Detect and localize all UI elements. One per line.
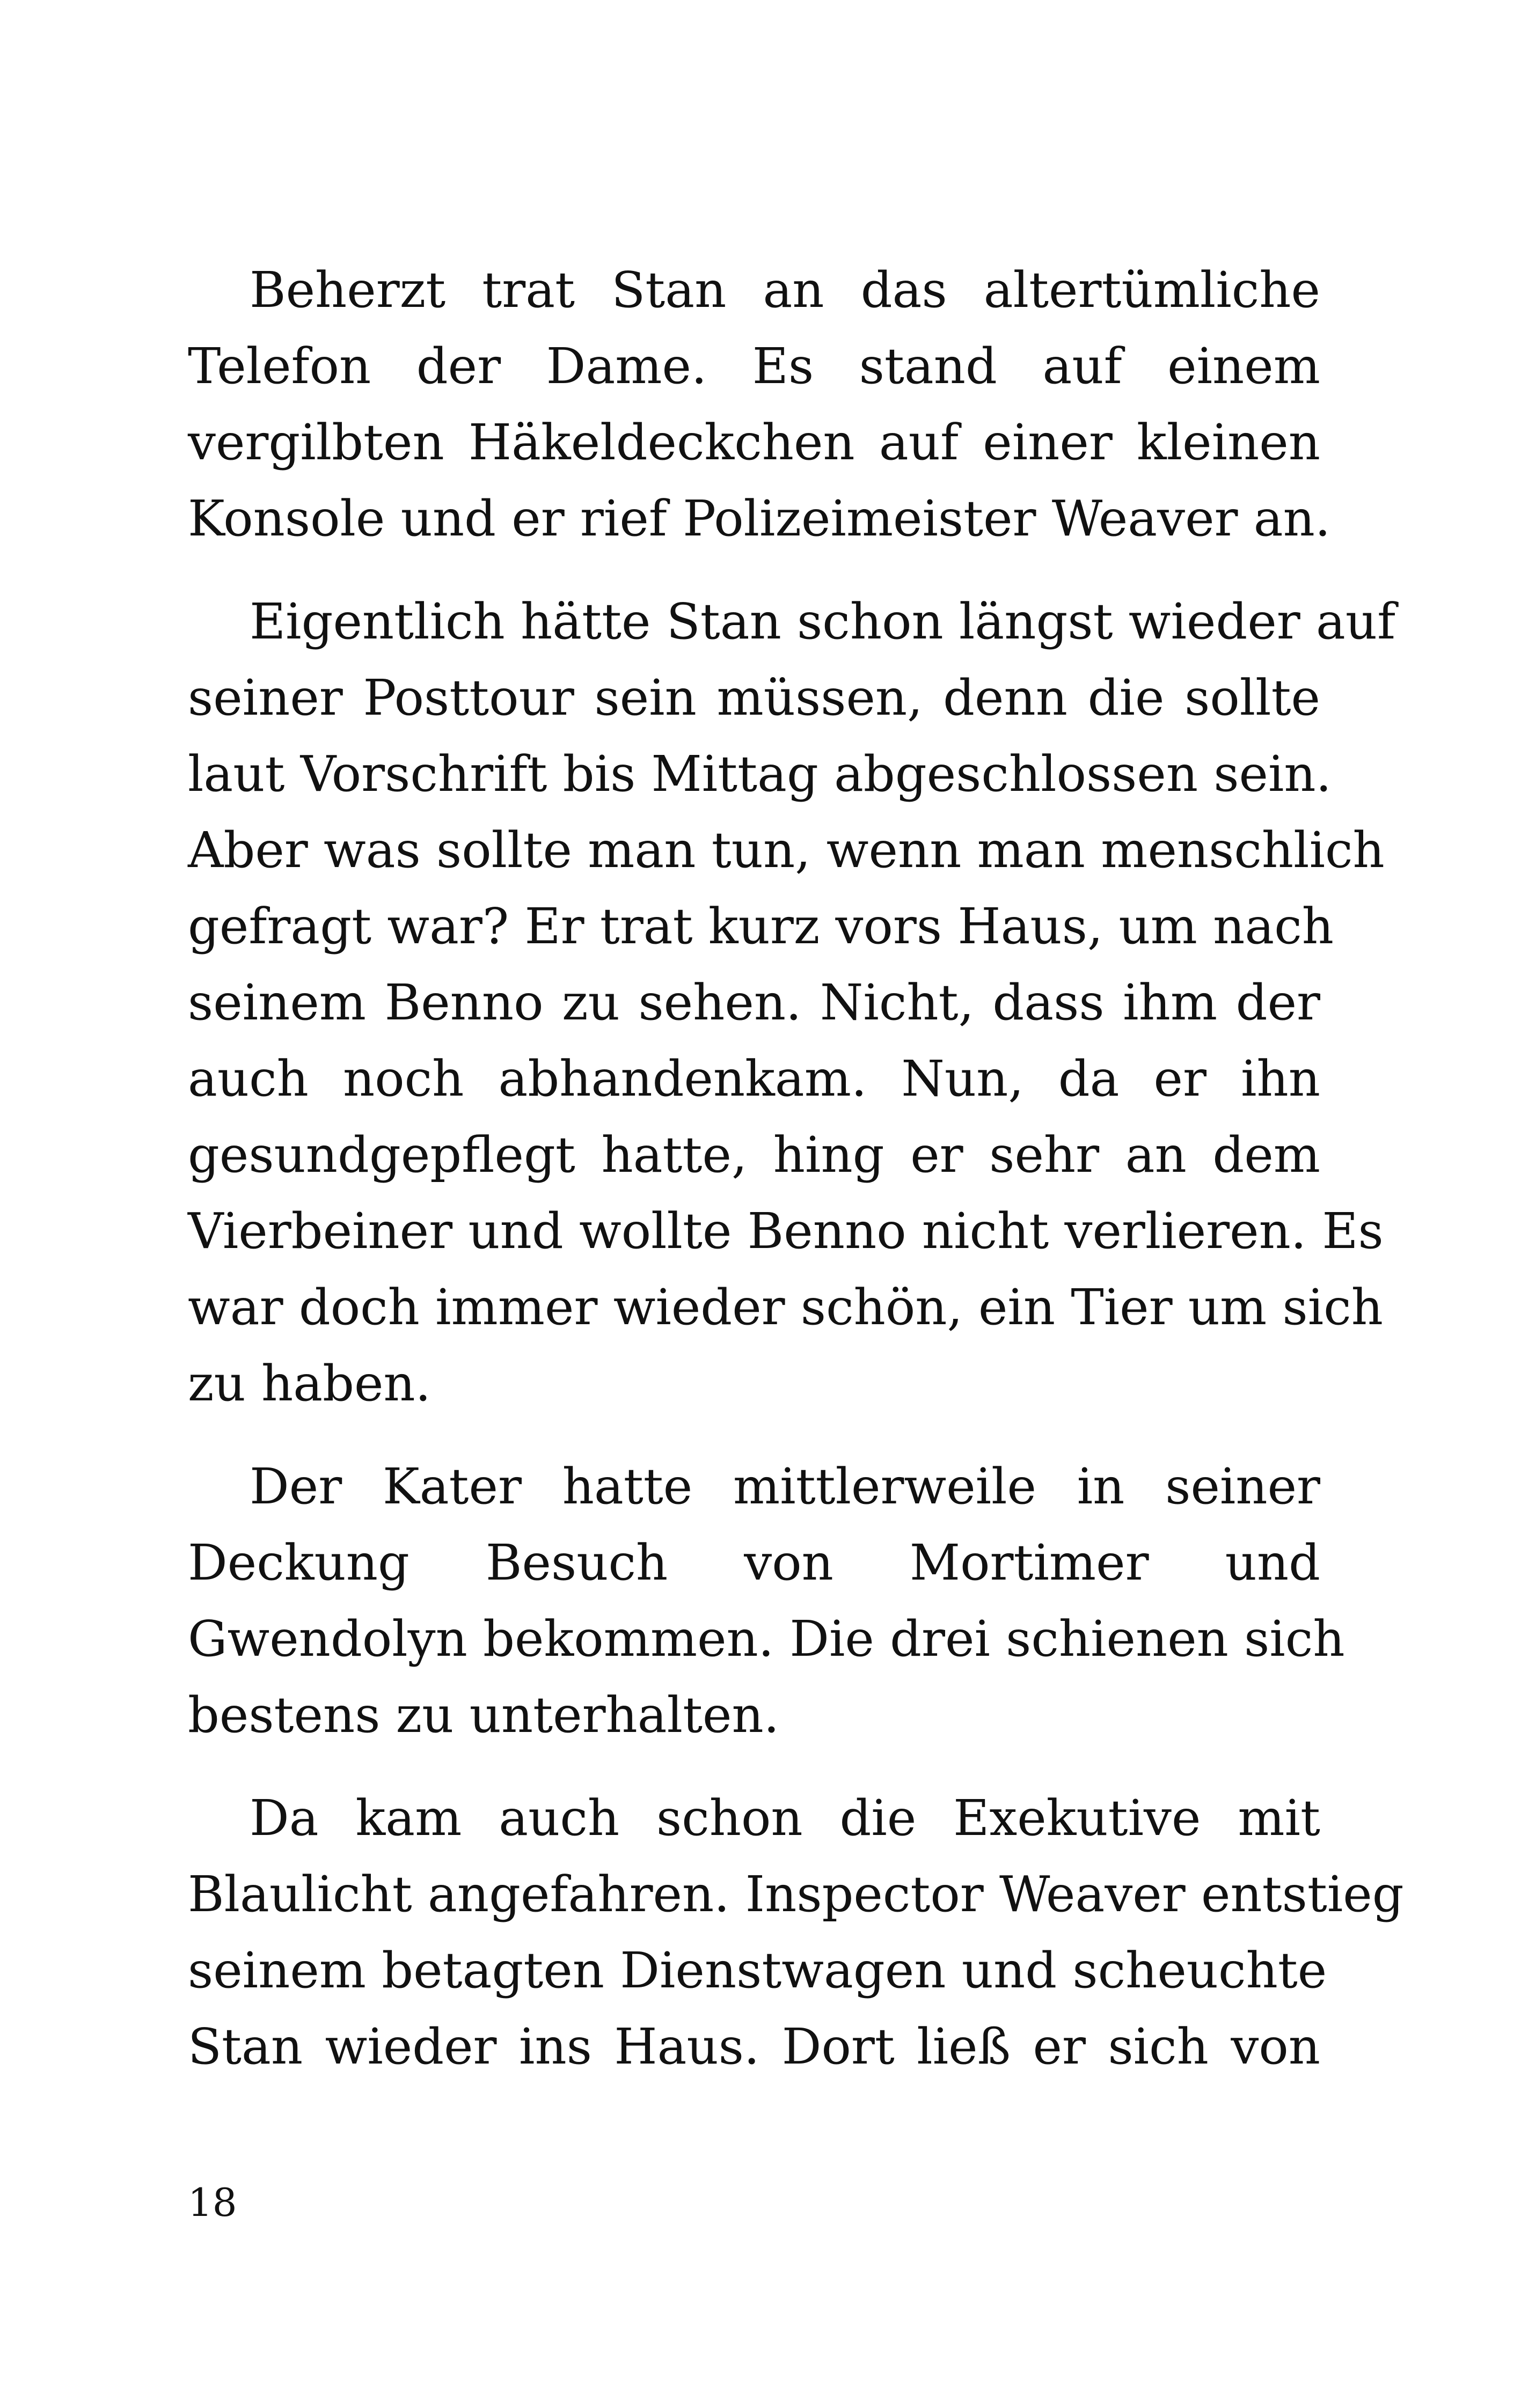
text-line: Der Kater hatte mittlerweile in seiner bbox=[250, 1458, 1320, 1515]
text-line: Aber was sollte man tun, wenn man menschlich bbox=[188, 821, 1385, 879]
paragraph-2 bbox=[188, 584, 1396, 1422]
text-line: Deckung Besuch von Mortimer und bbox=[188, 1534, 1320, 1591]
text-line: bestens zu unterhalten. bbox=[188, 1686, 779, 1744]
text-line: Stan wieder ins Haus. Dort ließ er sich von bbox=[188, 2018, 1320, 2075]
text-line: laut Vorschrift bis Mittag abgeschlossen sein. bbox=[188, 745, 1332, 803]
text-line: Konsole und er rief Polizeimeister Weaver an. bbox=[188, 490, 1331, 547]
text-line: Telefon der Dame. Es stand auf einem bbox=[188, 337, 1320, 395]
text-line: zu haben. bbox=[188, 1355, 431, 1412]
text-line: seinem Benno zu sehen. Nicht, dass ihm der bbox=[188, 974, 1320, 1031]
paragraph-1 bbox=[188, 252, 1331, 557]
text-line: seinem betagten Dienstwagen und scheuchte bbox=[188, 1942, 1327, 1999]
text-line: gefragt war? Er trat kurz vors Haus, um nach bbox=[188, 898, 1334, 955]
text-line: Beherzt trat Stan an das altertümliche bbox=[250, 261, 1320, 319]
paragraph-3 bbox=[188, 1449, 1345, 1753]
text-line: Eigentlich hätte Stan schon längst wieder auf bbox=[250, 593, 1396, 650]
text-line: Da kam auch schon die Exekutive mit bbox=[250, 1789, 1320, 1847]
text-line: auch noch abhandenkam. Nun, da er ihn bbox=[188, 1050, 1320, 1107]
text-line: seiner Posttour sein müssen, denn die sollte bbox=[188, 669, 1320, 726]
text-line: Gwendolyn bekommen. Die drei schienen sich bbox=[188, 1610, 1345, 1668]
text-line: vergilbten Häkeldeckchen auf einer kleinen bbox=[188, 414, 1320, 471]
text-line: Vierbeiner und wollte Benno nicht verlieren. Es bbox=[188, 1202, 1384, 1260]
body-text bbox=[188, 252, 1404, 2085]
text-line: war doch immer wieder schön, ein Tier um sich bbox=[188, 1279, 1383, 1336]
paragraph-4 bbox=[188, 1780, 1404, 2085]
text-line: gesundgepflegt hatte, hing er sehr an dem bbox=[188, 1126, 1320, 1184]
text-line: Blaulicht angefahren. Inspector Weaver entstieg bbox=[188, 1866, 1404, 1923]
page-number: 18 bbox=[188, 2180, 237, 2225]
